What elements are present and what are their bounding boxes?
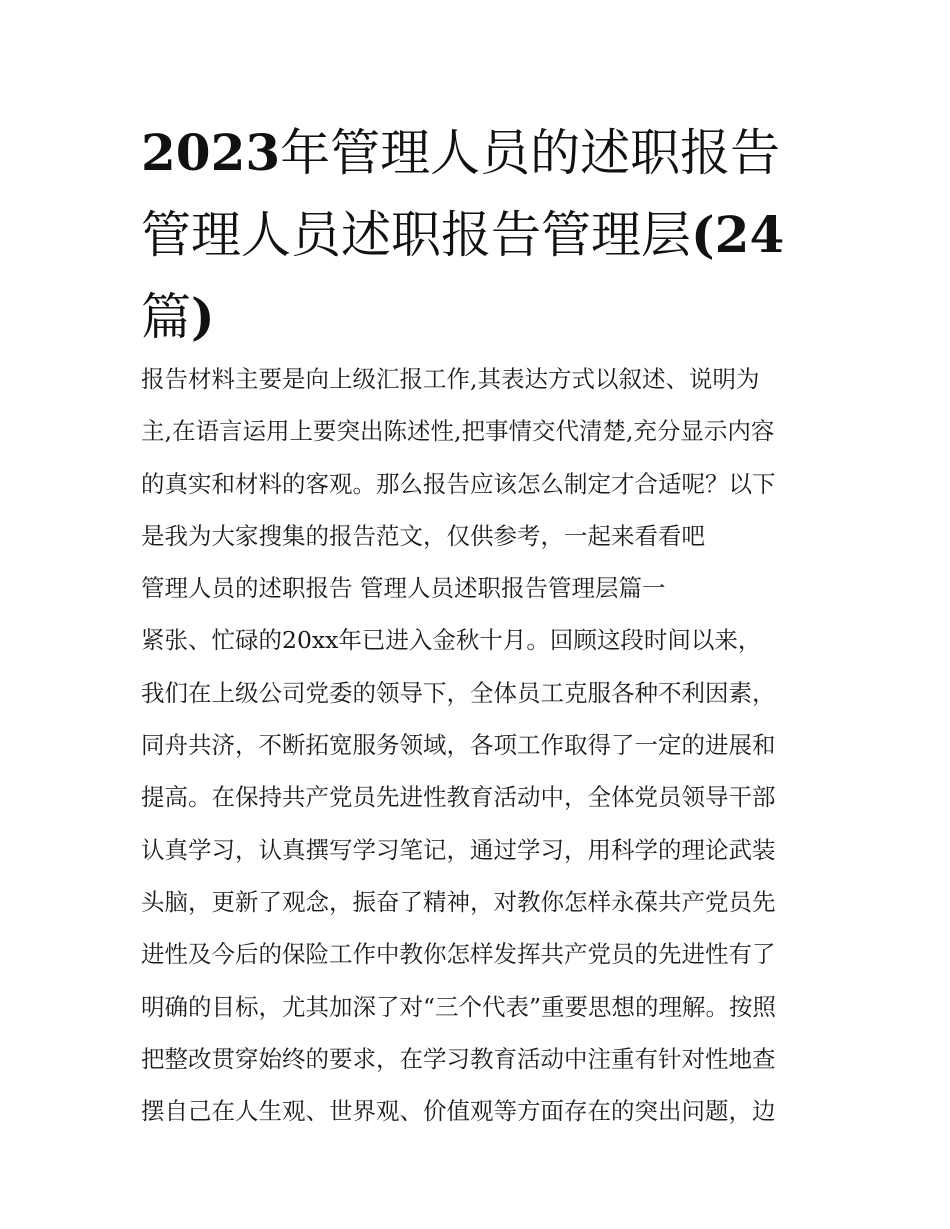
title-count-close: ) [191, 287, 215, 346]
body-line: 紧张、忙碌的20xx年已进入金秋十月。回顾这段时间以来， [141, 626, 762, 655]
document-title [141, 112, 821, 358]
body-line: 主,在语言运用上要突出陈述性,把事情交代清楚,充分显示内容 [141, 417, 775, 446]
document-body [141, 357, 821, 1141]
title-line-2 [141, 194, 821, 276]
body-line: 我们在上级公司党委的领导下，全体员工克服各种不利因素， [141, 678, 776, 707]
body-line: 报告材料主要是向上级汇报工作,其表达方式以叙述、说明为 [141, 365, 760, 393]
body-line: 明确的目标，尤其加深了对“三个代表”重要思想的理解。按照 [141, 992, 777, 1021]
body-line: 认真学习，认真撰写学习笔记，通过学习，用科学的理论武装 [141, 835, 776, 864]
section-heading: 管理人员的述职报告 管理人员述职报告管理层篇一 [141, 574, 666, 603]
body-line: 摆自己在人生观、世界观、价值观等方面存在的突出问题，边 [141, 1097, 776, 1126]
body-line: 头脑，更新了观念，振奋了精神，对教你怎样永葆共产党员先 [141, 887, 776, 916]
title-line-1-text: 年管理人员的述职报告 [280, 124, 781, 182]
body-line: 是我为大家搜集的报告范文，仅供参考，一起来看看吧 [141, 521, 705, 550]
title-line-1 [141, 112, 821, 194]
body-line: 提高。在保持共产党员先进性教育活动中，全体党员领导干部 [141, 783, 776, 812]
title-count-open: (24 [691, 205, 785, 264]
body-line: 进性及今后的保险工作中教你怎样发挥共产党员的先进性有了 [141, 940, 776, 969]
title-year: 2023 [141, 123, 281, 182]
title-line-3 [141, 276, 821, 358]
title-line-3-text: 篇 [141, 288, 191, 346]
body-line: 同舟共济，不断拓宽服务领域，各项工作取得了一定的进展和 [141, 731, 776, 760]
body-line: 的真实和材料的客观。那么报告应该怎么制定才合适呢？以下 [141, 469, 776, 498]
body-line: 把整改贯穿始终的要求，在学习教育活动中注重有针对性地查 [141, 1044, 776, 1073]
title-line-2-text: 管理人员述职报告管理层 [141, 206, 691, 264]
